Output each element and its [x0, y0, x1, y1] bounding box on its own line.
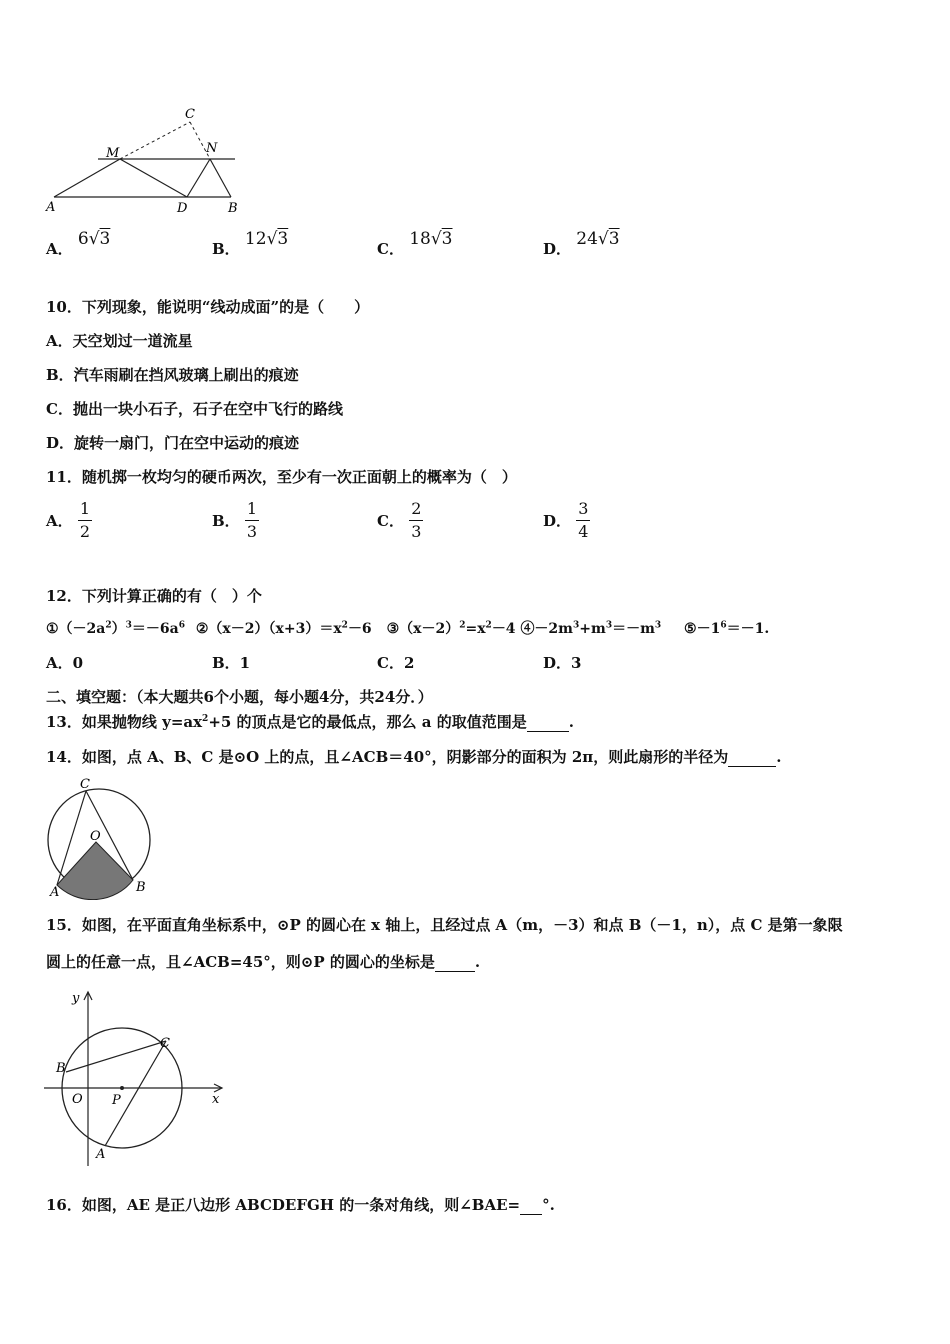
q13-answer-blank[interactable]: [527, 713, 569, 732]
q9-option-d: D． 24√3: [543, 229, 620, 258]
q15-line2: 圆上的任意一点，且∠ACB=45°，则⊙P 的圆心的坐标是 .: [46, 953, 481, 971]
q10-option-c: C．抛出一块小石子，石子在空中飞行的路线: [46, 400, 343, 418]
q12-option-b: B．1: [212, 654, 251, 672]
section-fill-in-heading: 二、填空题：（本大题共6个小题，每小题4分，共24分．）: [46, 688, 433, 706]
label-n: N: [206, 141, 218, 156]
label-b: B: [56, 1061, 66, 1076]
q14-text: 14．如图，点 A、B、C 是⊙O 上的点，且∠ACB＝40°，阴影部分的面积为 2π，则此扇形的半径为 .: [46, 748, 782, 766]
q10-stem: 10．下列现象，能说明“线动成面”的是（ ）: [46, 298, 370, 316]
label-y: y: [72, 991, 80, 1006]
segment-md: [120, 159, 187, 197]
q11-option-a: A． $\frac{1}{2}$: [46, 499, 91, 541]
segment-am: [54, 159, 120, 197]
label-b: B: [136, 880, 146, 895]
q10-option-d: D．旋转一扇门，门在空中运动的痕迹: [46, 434, 300, 452]
label-o: O: [72, 1092, 83, 1107]
q11-option-b: B． $\frac{1}{3}$: [212, 499, 258, 541]
q9-option-a: A． 6√3: [46, 229, 111, 258]
label-a: A: [96, 1147, 106, 1162]
q12-option-d: D．3: [543, 654, 582, 672]
q11-option-d: D． $\frac{3}{4}$: [543, 499, 589, 541]
label-m: M: [106, 146, 120, 161]
label-o: O: [90, 829, 101, 844]
label-x: x: [212, 1092, 220, 1107]
segment-dn: [187, 159, 210, 197]
q11-option-c: C． $\frac{2}{3}$: [377, 499, 422, 541]
label-a: A: [46, 200, 56, 215]
q9-option-c: C． 18√3: [377, 229, 453, 258]
q10-option-b: B．汽车雨刷在挡风玻璃上刷出的痕迹: [46, 366, 299, 384]
q14-answer-blank[interactable]: [728, 748, 776, 767]
q15-figure: [42, 986, 228, 1168]
label-a: A: [50, 885, 60, 900]
label-b: B: [228, 201, 238, 216]
q11-stem: 11．随机掷一枚均匀的硬币两次，至少有一次正面朝上的概率为（ ）: [46, 468, 517, 486]
shaded-sector: [57, 842, 133, 900]
q13-text: 13．如果抛物线 $y=ax^2+5$ 的顶点是它的最低点，那么 a 的取值范围是 .: [46, 713, 574, 731]
label-c: C: [185, 107, 195, 122]
dashed-mc: [120, 122, 190, 159]
q16-text: 16．如图，AE 是正八边形 ABCDEFGH 的一条对角线，则∠BAE= °.: [46, 1196, 555, 1214]
q12-expressions: $①(-2a^2)^3=-6a^6$ $②(x-2)(x+3)=x^2-6$ $③(x-2)^2=x^2-4$ $④-2m^3+m^3=-m^3$ $⑤-1^6=-1$.: [46, 620, 770, 637]
label-d: D: [177, 201, 188, 216]
q14-figure: [44, 776, 156, 900]
q12-stem: 12．下列计算正确的有（ ）个: [46, 587, 262, 605]
q12-option-c: C．2: [377, 654, 415, 672]
label-p: P: [112, 1093, 121, 1108]
q12-option-a: A．0: [46, 654, 84, 672]
q10-option-a: A．天空划过一道流星: [46, 332, 193, 350]
q16-answer-blank[interactable]: [520, 1196, 542, 1215]
label-c: C: [80, 777, 90, 792]
q15-line1: 15．如图，在平面直角坐标系中，⊙P 的圆心在 x 轴上，且经过点 A（m，－3）和点 B（－1，n），点 C 是第一象限: [46, 916, 843, 934]
segment-nb: [210, 159, 231, 197]
label-c: C: [160, 1036, 170, 1051]
q15-answer-blank[interactable]: [435, 953, 475, 972]
q9-figure: [40, 100, 250, 220]
center-point-p: [120, 1086, 124, 1090]
q9-option-b: B． 12√3: [212, 229, 289, 258]
